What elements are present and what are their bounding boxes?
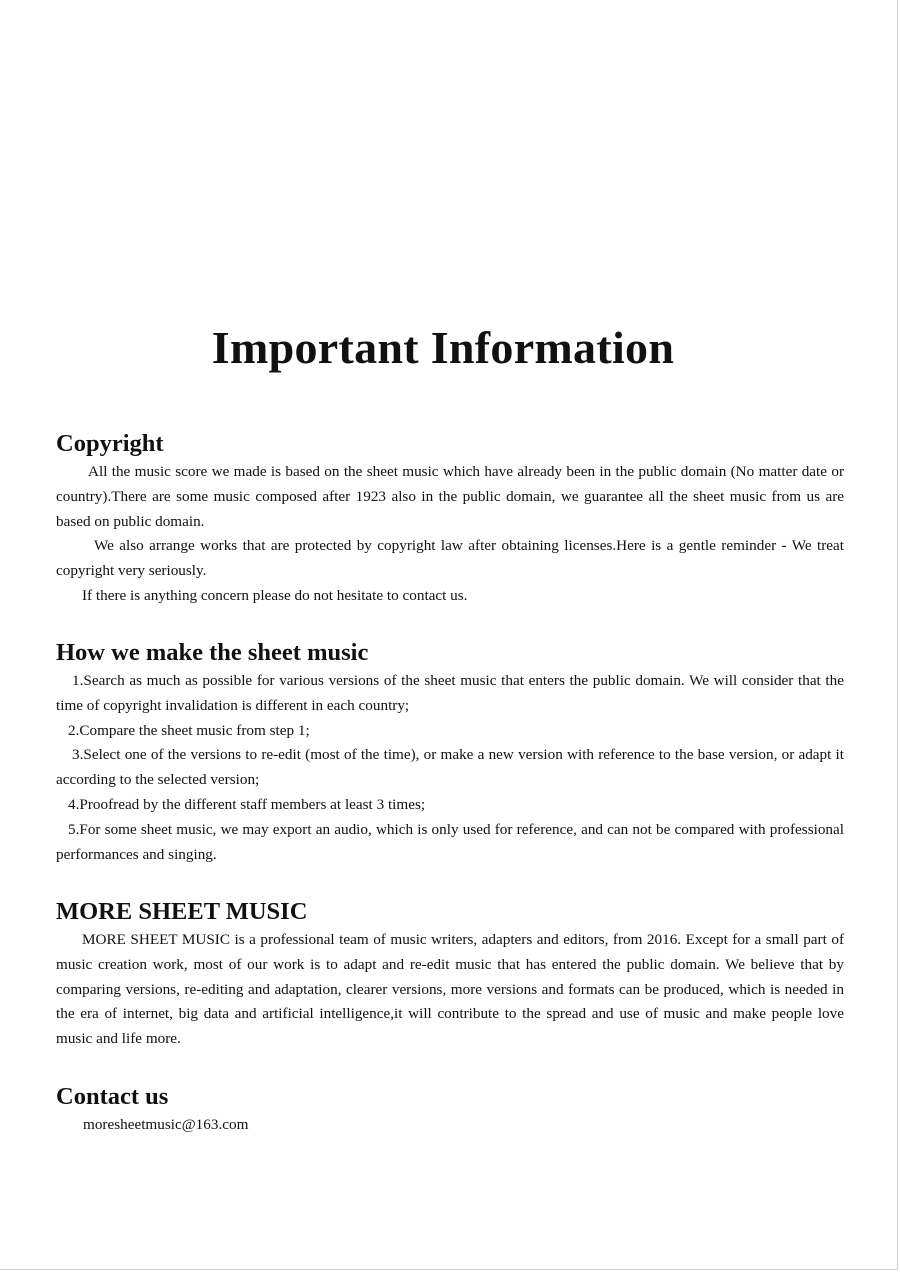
how-step-3: 3.Select one of the versions to re-edit (most of the time), or make a new version with reference to the base version, or adapt it according to the selected version; [56, 746, 844, 789]
page-title: Important Information [211, 322, 675, 373]
how-section [56, 637, 844, 867]
how-heading: How we make the sheet music [56, 639, 369, 666]
copyright-paragraph-2: We also arrange works that are protected by copyright law after obtaining licenses.Here is a gentle reminder - We treat copyright very seriously. [56, 537, 844, 580]
copyright-paragraph-3: If there is anything concern please do not hesitate to contact us. [82, 586, 468, 604]
more-paragraph: MORE SHEET MUSIC is a professional team of music writers, adapters and editors, from 2016. Except for a small part of music creation work, most of our work is to adapt and re-edit music that has entered the public domain. We believe that by comparing versions, re-editing and adaptation, clearer versions, more versions and formats can be produced, which is needed in the era of internet, big data and artificial intelligence,it will contribute to the spread and use of music and make people love music and life more. [56, 931, 844, 1048]
how-step-1: 1.Search as much as possible for various versions of the sheet music that enters the public domain. We will consider that the time of copyright invalidation is different in each country; [56, 672, 844, 714]
more-sheet-music-section [56, 896, 844, 1052]
more-heading: MORE SHEET MUSIC [56, 898, 308, 925]
copyright-paragraph-1: All the music score we made is based on the sheet music which have already been in the public domain (No matter date or country).There are some music composed after 1923 also in the public domain, we guarantee all the sheet music from us are based on public domain. [56, 463, 844, 530]
contact-heading: Contact us [56, 1083, 169, 1110]
contact-section [56, 1081, 844, 1138]
copyright-section [56, 428, 844, 609]
contact-email: moresheetmusic@163.com [83, 1116, 249, 1133]
how-step-5: 5.For some sheet music, we may export an audio, which is only used for reference, and can not be compared with professional performances and singing. [56, 820, 844, 863]
copyright-heading: Copyright [56, 430, 164, 457]
how-step-4: 4.Proofread by the different staff members at least 3 times; [68, 795, 426, 813]
how-step-2: 2.Compare the sheet music from step 1; [68, 721, 310, 739]
